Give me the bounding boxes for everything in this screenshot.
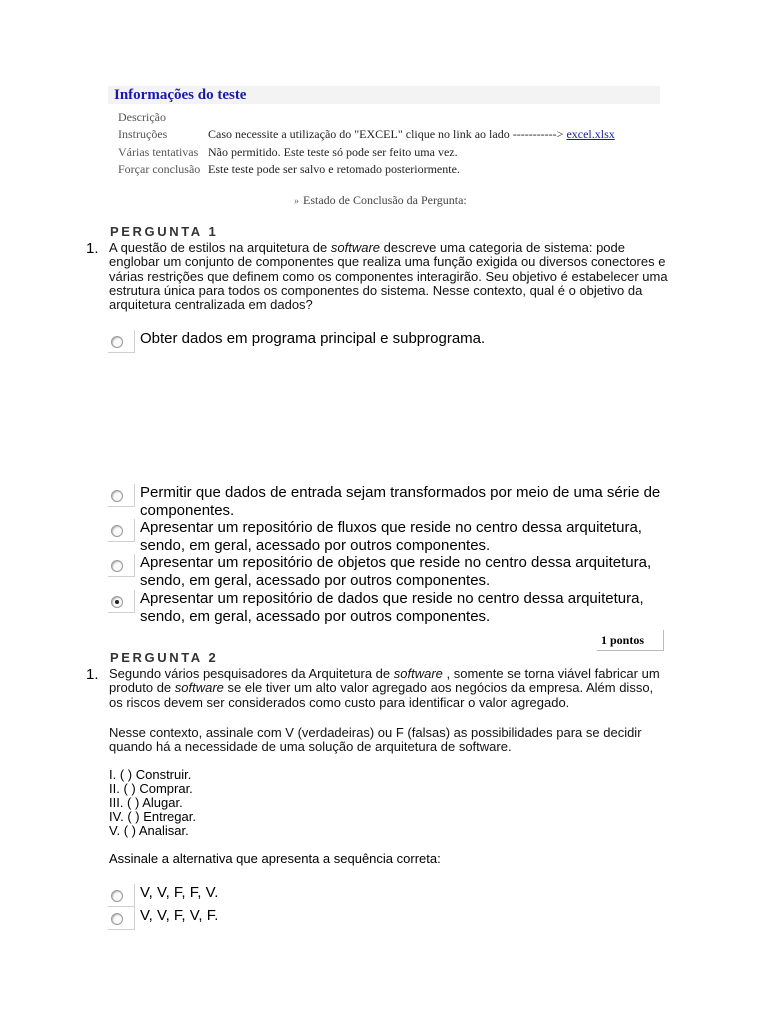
q2-text-a: Segundo vários pesquisadores da Arquitetura de: [109, 666, 394, 681]
test-info-header: [108, 86, 660, 104]
radio-button-selected[interactable]: [111, 596, 123, 608]
question-1-heading: PERGUNTA 1: [110, 224, 219, 239]
excel-file-link[interactable]: excel.xlsx: [566, 127, 615, 141]
q2-text-b: , somente se torna viável fabricar um produto de: [109, 666, 660, 696]
q2-option-1[interactable]: [108, 884, 668, 908]
option-label: Permitir que dados de entrada sejam transformados por meio de uma série de componentes.: [140, 484, 661, 519]
question-2-paragraph-2: Nesse contexto, assinale com V (verdadeiras) ou F (falsas) as possibilidades para se decidir quando há a necessidade de uma solução de arquitetura de software.: [109, 725, 642, 755]
radio-button[interactable]: [111, 525, 123, 537]
info-label: Descrição: [118, 110, 166, 124]
radio-box: [108, 907, 135, 930]
q2-item: IV. ( ) Entregar.: [109, 809, 196, 824]
q2-text-c: se ele tiver um alto valor agregado aos negócios da empresa. Além disso, os riscos devem ser considerados como custo para identificar o valor agregado.: [109, 680, 654, 710]
question-2-number: 1.: [86, 666, 99, 683]
q2-item: V. ( ) Analisar.: [109, 823, 189, 838]
q2-item: II. ( ) Comprar.: [109, 781, 193, 796]
status-toggle-label: Estado de Conclusão da Pergunta:: [303, 193, 467, 207]
q2-text-italic-1: software: [393, 666, 443, 681]
question-2-paragraph-1: [109, 667, 669, 710]
radio-button[interactable]: [111, 913, 123, 925]
radio-button[interactable]: [111, 336, 123, 348]
test-info-title: Informações do teste: [114, 87, 247, 103]
question-2-instruction: Assinale a alternativa que apresenta a sequência correta:: [109, 851, 441, 866]
q2-option-2[interactable]: [108, 907, 668, 931]
q1-option-1[interactable]: [108, 330, 668, 354]
option-label: Apresentar um repositório de dados que reside no centro dessa arquitetura, sendo, em geral, acessado por outros componentes.: [140, 590, 644, 625]
radio-button[interactable]: [111, 560, 123, 572]
info-value: [208, 127, 615, 142]
q2-item: I. ( ) Construir.: [109, 767, 192, 782]
radio-box: [108, 590, 135, 613]
question-2-heading: PERGUNTA 2: [110, 650, 219, 665]
option-label: V, V, F, F, V.: [140, 884, 219, 901]
info-label: Instruções: [118, 127, 168, 141]
radio-box: [108, 484, 135, 507]
q2-text-italic-2: software: [174, 680, 224, 696]
radio-box: [108, 330, 135, 353]
info-value: Não permitido. Este teste só pode ser feito uma vez.: [208, 145, 458, 159]
option-label: V, V, F, V, F.: [140, 907, 219, 924]
radio-button[interactable]: [111, 890, 123, 902]
q1-option-2[interactable]: [108, 484, 668, 520]
option-label: Apresentar um repositório de fluxos que reside no centro dessa arquitetura, sendo, em geral, acessado por outros componentes.: [140, 519, 642, 554]
instructions-text: Caso necessite a utilização do "EXCEL" clique no link ao lado ----------->: [208, 127, 564, 141]
info-label: Várias tentativas: [118, 145, 199, 159]
option-label: Apresentar um repositório de objetos que reside no centro dessa arquitetura, sendo, em geral, acessado por outros componentes.: [140, 554, 652, 589]
question-1-number: 1.: [86, 240, 99, 257]
question-status-toggle[interactable]: [294, 193, 467, 208]
q1-option-5[interactable]: [108, 590, 668, 626]
question-1-text: [109, 241, 669, 312]
radio-box: [108, 519, 135, 542]
q2-item: III. ( ) Alugar.: [109, 795, 183, 810]
points-badge: 1 pontos: [597, 630, 664, 651]
q1-option-3[interactable]: [108, 519, 668, 555]
radio-box: [108, 884, 135, 907]
option-label: Obter dados em programa principal e subprograma.: [140, 330, 486, 347]
radio-box: [108, 554, 135, 577]
radio-button[interactable]: [111, 490, 123, 502]
q1-option-4[interactable]: [108, 554, 668, 590]
q1-text-b: descreve uma categoria de sistema: pode englobar um conjunto de componentes que realiza uma função exigida ou diversos conectores e várias restrições que definem como os componentes interagirão. Seu objetivo é estabelecer uma estrutura única para todos os componentes do sistema. Nesse contexto, qual é o objetivo da arquitetura centralizada em dados?: [109, 240, 668, 313]
info-value: Este teste pode ser salvo e retomado posteriormente.: [208, 162, 460, 176]
double-chevron-down-icon: »: [294, 196, 299, 207]
q1-text-a: A questão de estilos na arquitetura de: [109, 240, 331, 255]
info-label: Forçar conclusão: [118, 162, 201, 176]
q1-text-italic: software: [330, 240, 381, 255]
